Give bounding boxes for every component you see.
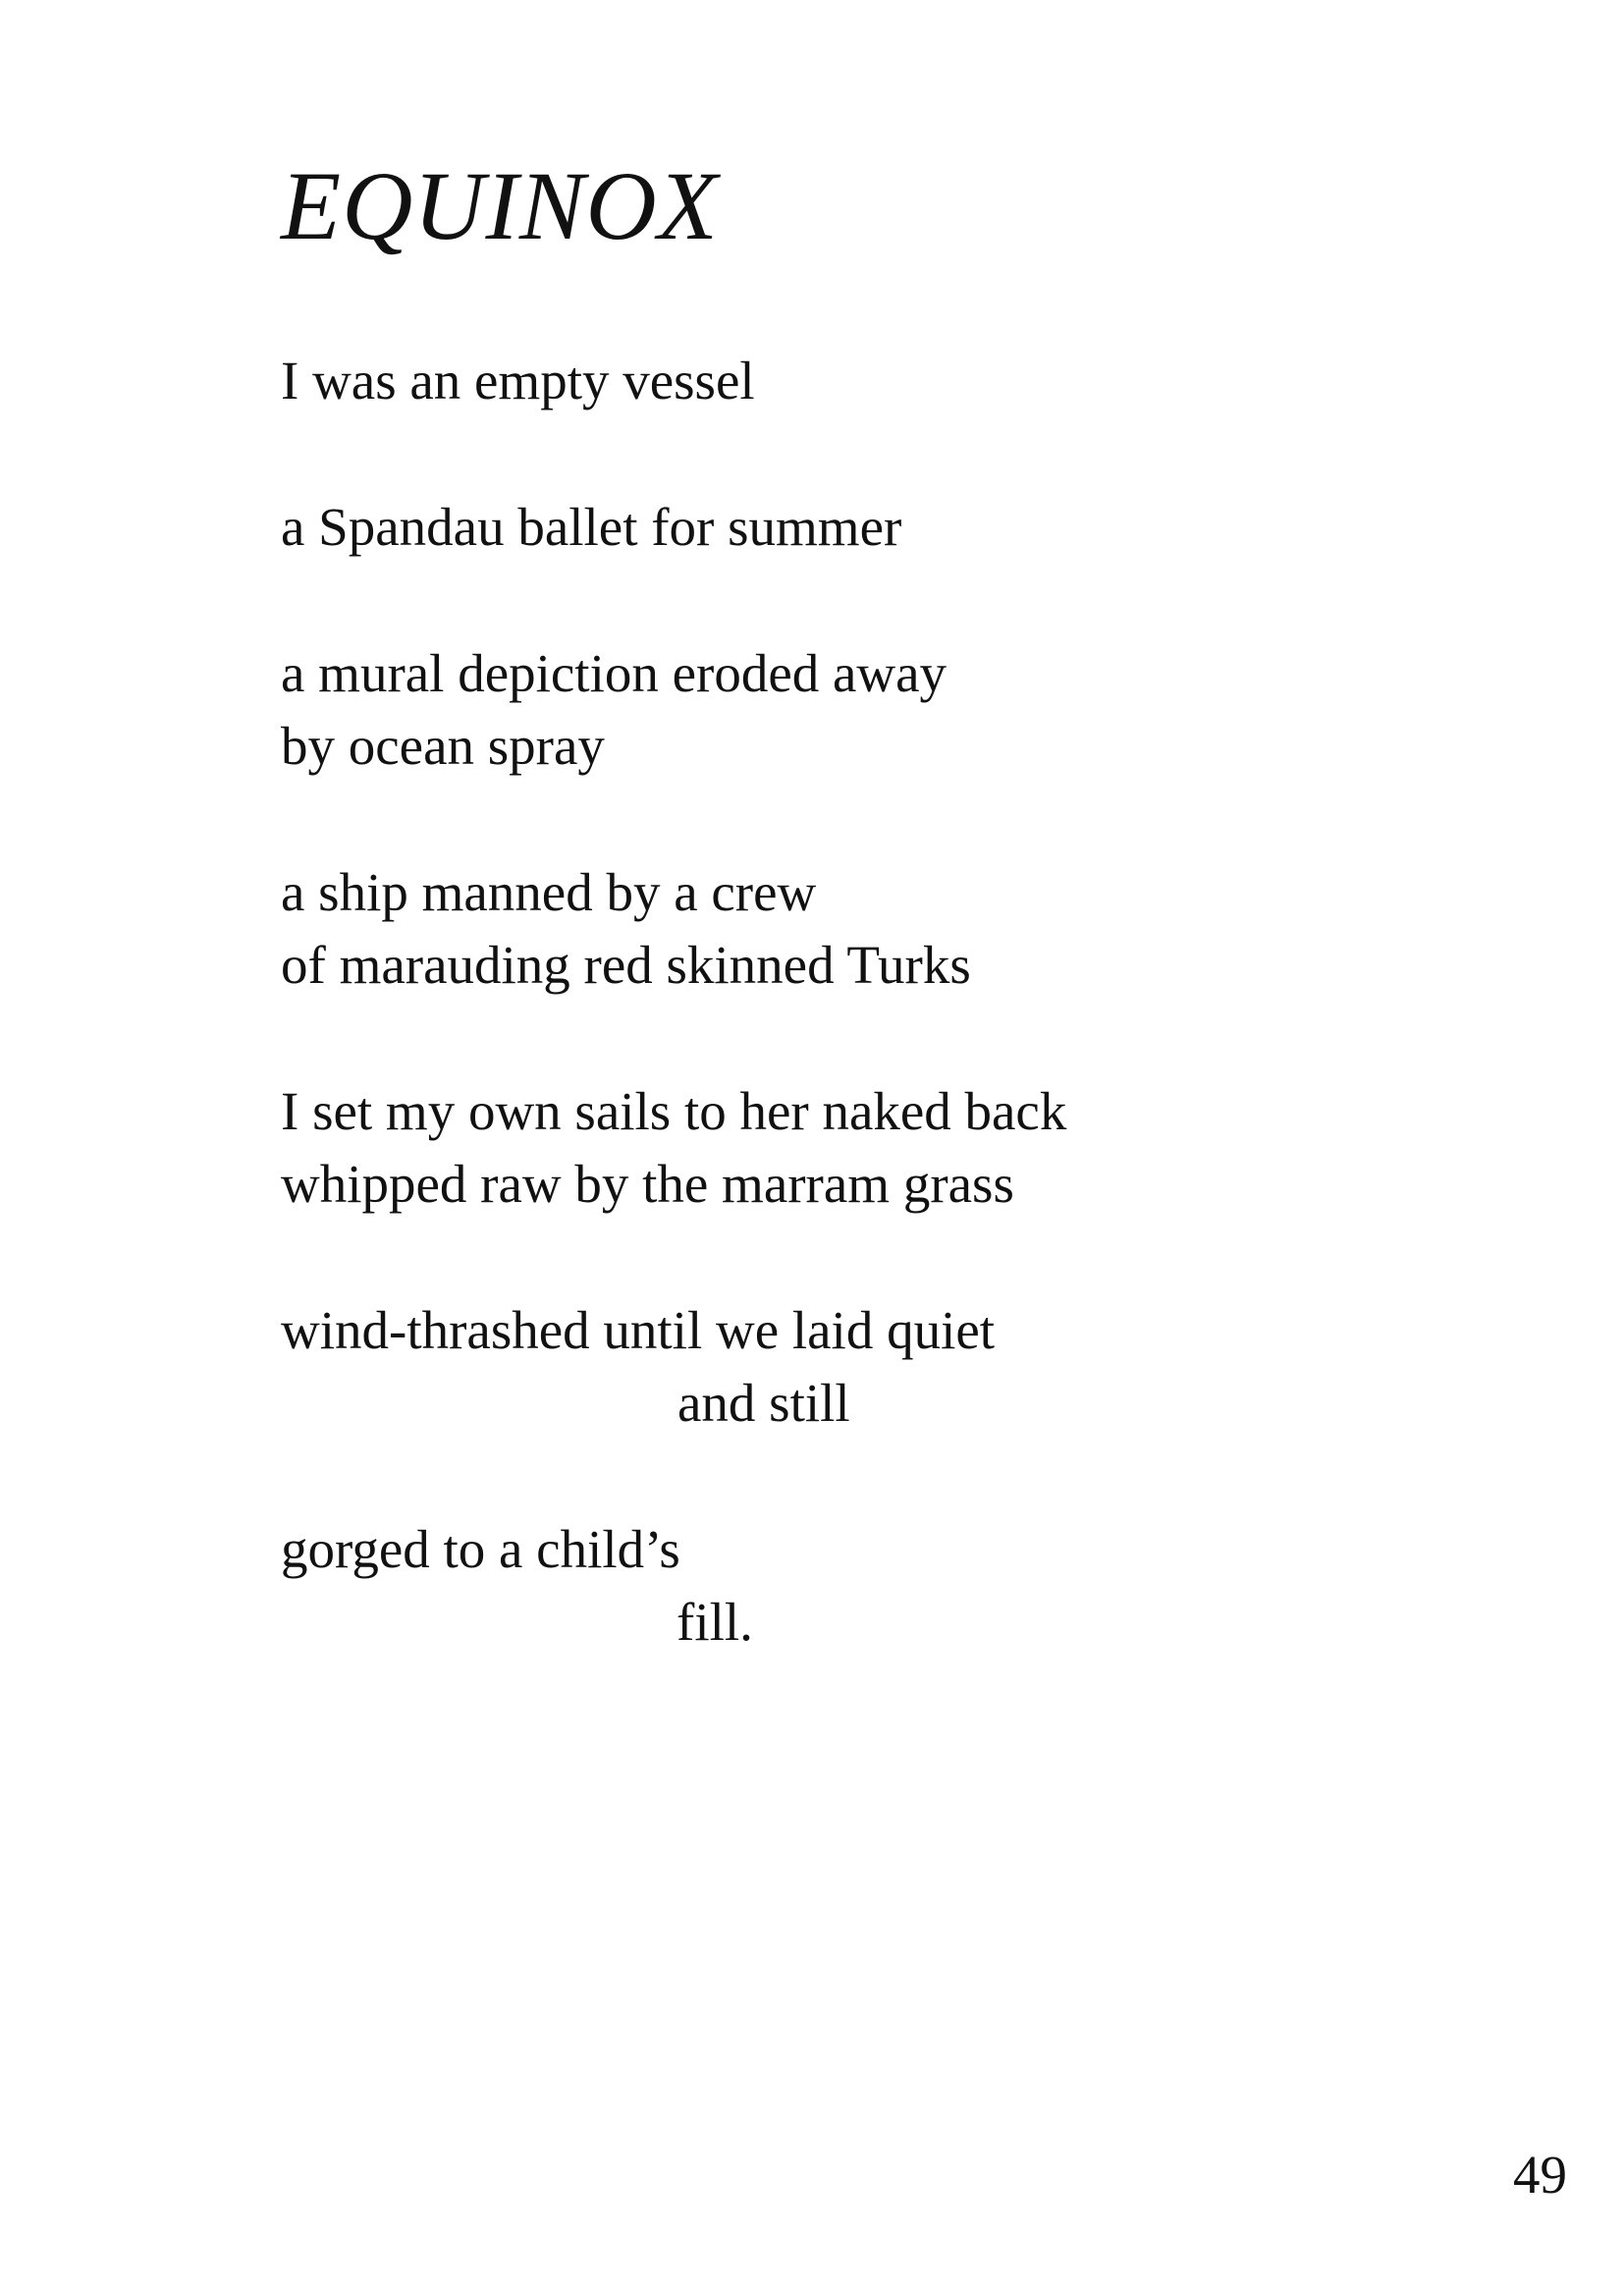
poem-line: I set my own sails to her naked back	[281, 1081, 1067, 1141]
poem-body	[281, 345, 1459, 1732]
stanza-3	[281, 637, 1459, 783]
poem-title: EQUINOX	[281, 151, 719, 260]
poem-line: wind-thrashed until we laid quiet	[281, 1300, 996, 1360]
poem-line: a mural depiction eroded away	[281, 643, 947, 703]
stanza-2	[281, 491, 1459, 564]
poem-line: a Spandau ballet for summer	[281, 497, 902, 557]
poem-line-indented: fill.	[677, 1592, 753, 1652]
poem-line: a ship manned by a crew	[281, 862, 817, 922]
poem-line: gorged to a child’s	[281, 1519, 680, 1579]
stanza-4	[281, 856, 1459, 1002]
stanza-1	[281, 345, 1459, 417]
poem-line: of marauding red skinned Turks	[281, 935, 971, 995]
poem-line: I was an empty vessel	[281, 351, 755, 410]
poem-line: by ocean spray	[281, 716, 605, 776]
stanza-6	[281, 1294, 1459, 1440]
stanza-7	[281, 1513, 1459, 1659]
poem-line-indented: and still	[677, 1373, 850, 1433]
poem-line: whipped raw by the marram grass	[281, 1154, 1014, 1214]
page-number: 49	[1513, 2145, 1567, 2205]
stanza-5	[281, 1075, 1459, 1221]
